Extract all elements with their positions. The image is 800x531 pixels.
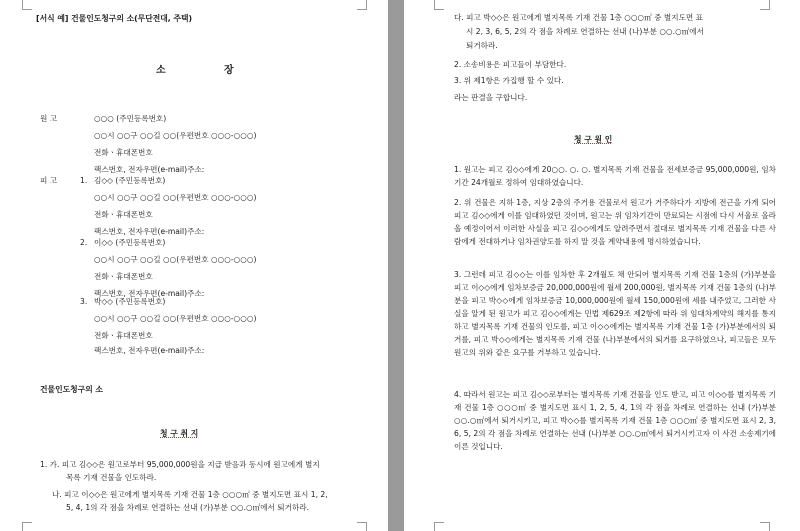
crop-mark — [22, 0, 32, 10]
left-page — [0, 0, 388, 531]
defendant-2-phone: 전화ㆍ휴대폰번호 — [94, 272, 153, 281]
claim-purpose-1b-cont: 5, 4, 1의 각 점을 차례로 연결하는 선내 (가)부분 ○○.○㎡에서 퇴거하라. — [66, 503, 310, 512]
defendant-1-phone: 전화ㆍ휴대폰번호 — [94, 210, 153, 219]
document-title-char-2: 장 — [224, 65, 234, 76]
defendant-1-address: ○○시 ○○구 ○○길 ○○(우편번호 ○○○-○○○) — [94, 193, 257, 202]
defendant-3-name: 박◇◇ (주민등록번호) — [94, 297, 166, 306]
claim-purpose-1a-cont: 목록 기재 건물을 인도하라. — [66, 473, 157, 482]
defendant-1-name: 김◇◇ (주민등록번호) — [94, 176, 166, 185]
defendant-3-phone: 전화ㆍ휴대폰번호 — [94, 331, 153, 340]
case-name: 건물인도청구의 소 — [40, 385, 103, 394]
document-header: [서식 예] 건물인도청구의 소(무단전대, 주택) — [36, 14, 193, 23]
crop-mark — [357, 0, 367, 10]
claim-purpose-1a: 1. 가. 피고 김◇◇은 원고로부터 95,000,000원을 지급 받음과 동시에 원고에게 별지 — [40, 460, 320, 469]
crop-mark — [22, 522, 32, 531]
section-heading-claim-cause: 청 구 원 인 — [574, 135, 613, 144]
claim-purpose-1c-cont1: 시 2, 3, 6, 5, 2의 각 점을 차례로 연결하는 선내 (나)부분 ○○.○㎡에서 — [466, 27, 704, 36]
defendant-1-num: 1. — [80, 176, 88, 185]
defendant-2-name: 이◇◇ (주민등록번호) — [94, 238, 166, 247]
document-title-char-1: 소 — [156, 65, 166, 76]
plaintiff-fax-email: 팩스번호, 전자우편(e-mail)주소: — [94, 165, 205, 174]
crop-mark — [357, 522, 367, 531]
crop-mark — [760, 522, 770, 531]
claim-purpose-2: 2. 소송비용은 피고들이 부담한다. — [454, 60, 567, 69]
claim-purpose-1b: 나. 피고 이◇◇은 원고에게 별지목록 기재 건물 1층 ○○○㎡ 중 별지도면 표시 1, 2, — [52, 490, 328, 499]
right-page — [404, 0, 800, 531]
claim-purpose-3: 3. 위 제1항은 가집행 할 수 있다. — [454, 76, 564, 85]
defendant-2-num: 2. — [80, 238, 88, 247]
claim-purpose-1c-cont2: 퇴거하라. — [466, 41, 498, 50]
claim-cause-4: 4. 따라서 원고는 피고 김◇◇로부터는 별지목록 기재 건물을 인도 받고, 피고 이◇◇를 별지목록 기재 건물 1층 ○○○㎡ 중 별지도면 표시 1, 2, 5, 4, 1의 각 점을 차례로 연결하는 선내 (가)부분 ○○.○㎡에서 퇴거시키고, 피고 박◇◇를 별지목록 기재 건물 1층 ○○○㎡ 중 별지도면 표시 2, 3, 6, 5, 2의 각 점을 차례로 연결하는 선내 (나)부분 ○○.○㎡에서 퇴거시키고자 이 사건 소송제기에 이른 것입니다. — [454, 390, 776, 451]
crop-mark — [760, 0, 770, 10]
defendant-2-fax-email: 팩스번호, 전자우편(e-mail)주소: — [94, 289, 205, 298]
defendant-3-num: 3. — [80, 297, 88, 306]
closing-statement: 라는 판결을 구합니다. — [454, 93, 528, 102]
section-heading-claim-purpose: 청 구 취 지 — [160, 429, 199, 438]
defendant-3-fax-email: 팩스번호, 전자우편(e-mail)주소: — [94, 346, 205, 355]
claim-cause-3: 3. 그런데 피고 김◇◇는 이를 임차한 후 2개월도 채 안되어 별지목록 기재 건물 1층의 (가)부분을 피고 이◇◇에게 임차보증금 20,000,000원에 월세 200,000원, 별지목록 기재 건물 1층의 (나)부분을 피고 박◇◇에게 임차보증금 10,000,000원에 월세 150,000원에 세를 내주었고, 그러한 사실을 알게 된 원고가 피고 김◇◇에게는 민법 제629조 제2항에 따라 위 임대차계약의 해지를 통지하고 별지목록 기재 건물의 인도를, 피고 이◇◇에게는 별지목록 기재 건물 1층 (가)부분에서의 퇴거를, 피고 박◇◇에게는 별지목록 기재 건물 (나)부분에서의 퇴거를 요구하였으나, 피고들은 모두 원고의 위와 같은 요구를 거부하고 있습니다. — [454, 270, 776, 357]
defendant-2-address: ○○시 ○○구 ○○길 ○○(우편번호 ○○○-○○○) — [94, 255, 257, 264]
defendant-3-address: ○○시 ○○구 ○○길 ○○(우편번호 ○○○-○○○) — [94, 314, 257, 323]
crop-mark — [434, 0, 444, 10]
crop-mark — [434, 522, 444, 531]
plaintiff-address: ○○시 ○○구 ○○길 ○○(우편번호 ○○○-○○○) — [94, 131, 257, 140]
defendant-1-fax-email: 팩스번호, 전자우편(e-mail)주소: — [94, 227, 205, 236]
plaintiff-name: ○○○ (주민등록번호) — [94, 114, 167, 123]
defendant-label: 피 고 — [40, 176, 58, 185]
claim-cause-2: 2. 위 건물은 지하 1층, 지상 2층의 주거용 건물로서 원고가 거주하다가 지방에 전근을 가게 되어 피고 김◇◇에게 이를 임대하였던 것이며, 원고는 위 임차기간이 만료되는 시점에 다시 서울로 올라올 예정이어서 이러한 사실을 피고 김◇◇에게도 알려주면서 절대로 별지목록 기재 건물을 다른 사람에게 전대하거나 임차권양도를 하지 말 것을 계약내용에 명시하였습니다. — [454, 198, 776, 246]
plaintiff-phone: 전화ㆍ휴대폰번호 — [94, 148, 153, 157]
claim-cause-1: 1. 원고는 피고 김◇◇에게 20○○. ○. ○. 별지목록 기재 건물을 전세보증금 95,000,000원, 임차기간 24개월로 정하여 임대하였습니다. — [454, 165, 776, 187]
plaintiff-label: 원 고 — [40, 114, 58, 123]
claim-purpose-1c: 다. 피고 박◇◇은 원고에게 별지목록 기재 건물 1층 ○○○㎡ 중 별지도면 표 — [454, 13, 703, 22]
